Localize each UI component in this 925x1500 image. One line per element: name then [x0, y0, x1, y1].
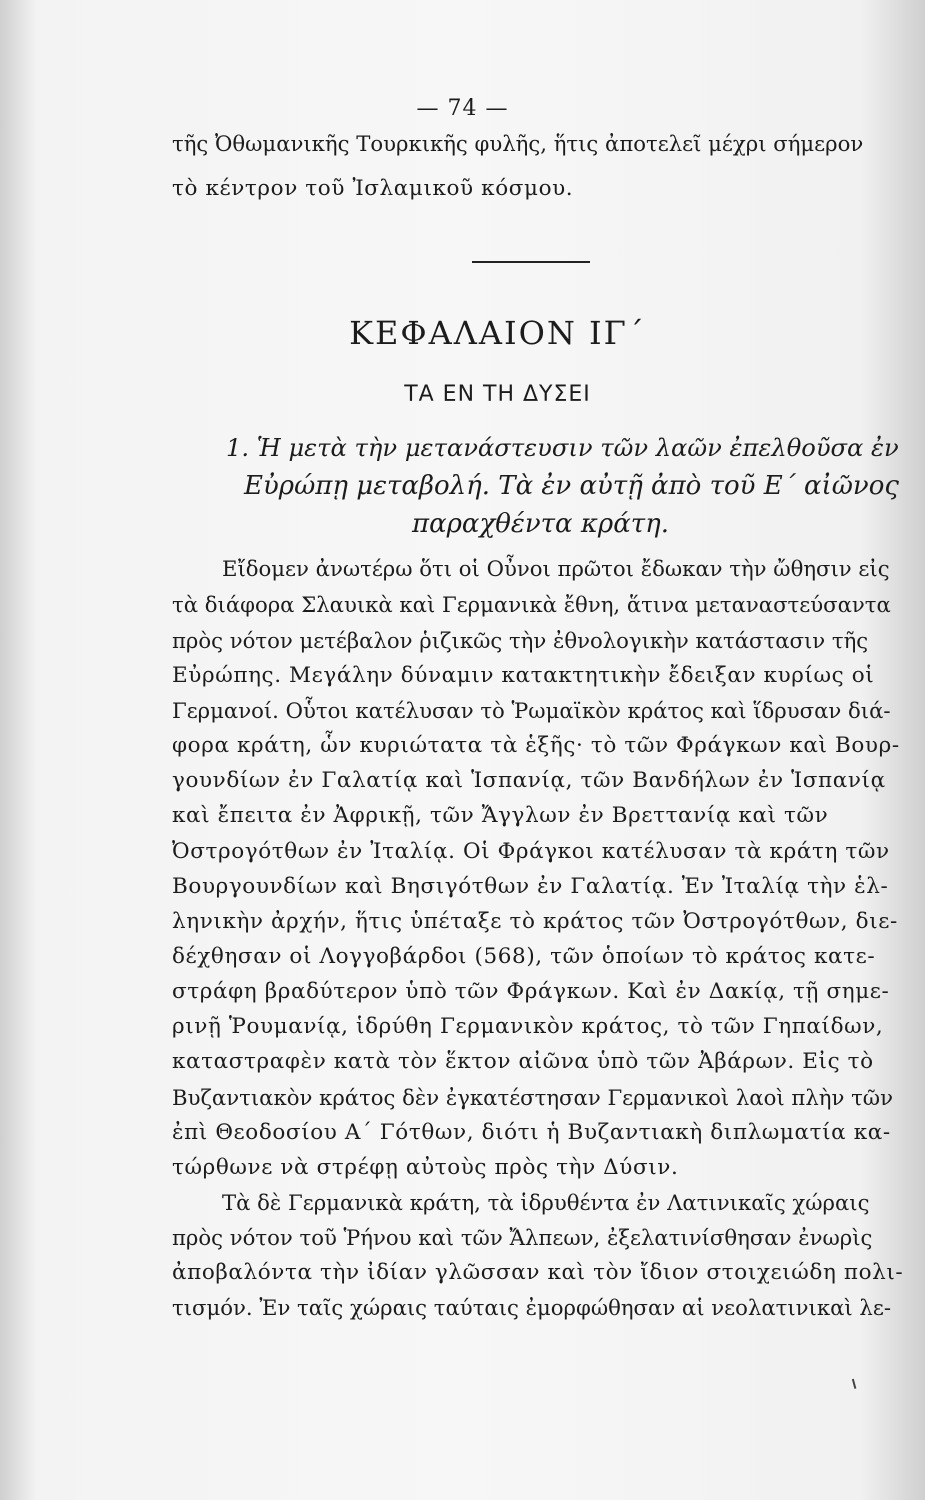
paragraph-line: Εἴδομεν ἀνωτέρω ὅτι οἱ Οὖνοι πρῶτοι ἔδωκαν τὴν ὤθησιν εἰς: [222, 556, 890, 581]
paragraph-line: δέχθησαν οἱ Λογγοβάρδοι (568), τῶν ὁποίων τὸ κράτος κατε-: [172, 944, 876, 969]
paragraph-line: καταστραφὲν κατὰ τὸν ἕκτον αἰῶνα ὑπὸ τῶν Ἀβάρων. Εἰς τὸ: [172, 1049, 874, 1074]
paragraph-line: Βουργουνδίων καὶ Βησιγότθων ἐν Γαλατίᾳ. Ἐν Ἰταλίᾳ τὴν ἑλ-: [172, 874, 889, 899]
paragraph-line: γουνδίων ἐν Γαλατίᾳ καὶ Ἱσπανίᾳ, τῶν Βανδήλων ἐν Ἱσπανίᾳ: [172, 768, 886, 793]
chapter-subheading: ΤΑ ΕΝ ΤΗ ΔΥΣΕΙ: [404, 382, 591, 407]
intro-line: τὸ κέντρον τοῦ Ἰσλαμικοῦ κόσμου.: [172, 176, 574, 201]
paragraph-line: Γερμανοί. Οὗτοι κατέλυσαν τὸ Ῥωμαϊκὸν κράτος καὶ ἵδρυσαν διά-: [172, 698, 891, 723]
page-number: — 74 —: [416, 96, 509, 121]
paragraph-line: ληνικὴν ἀρχήν, ἥτις ὑπέταξε τὸ κράτος τῶν Ὀστρογότθων, διε-: [172, 909, 898, 934]
paragraph-line: τώρθωνε νὰ στρέφῃ αὐτοὺς πρὸς τὴν Δύσιν.: [172, 1155, 679, 1180]
paragraph-line: καὶ ἔπειτα ἐν Ἀφρικῇ, τῶν Ἄγγλων ἐν Βρεττανίᾳ καὶ τῶν: [172, 803, 829, 828]
separator-rule: [472, 261, 590, 263]
paragraph-line: τὰ διάφορα Σλαυικὰ καὶ Γερμανικὰ ἔθνη, ἅτινα μεταναστεύσαντα: [172, 592, 891, 617]
paragraph-line: Εὐρώπης. Μεγάλην δύναμιν κατακτητικὴν ἔδειξαν κυρίως οἱ: [172, 663, 875, 688]
paragraph-line: πρὸς νότον μετέβαλον ῥιζικῶς τὴν ἐθνολογικὴν κατάστασιν τῆς: [172, 628, 869, 653]
paragraph-line: Τὰ δὲ Γερμανικὰ κράτη, τὰ ἱδρυθέντα ἐν Λατινικαῖς χώραις: [222, 1190, 870, 1215]
paragraph-line: Βυζαντιακὸν κράτος δὲν ἐγκατέστησαν Γερμανικοὶ λαοὶ πλὴν τῶν: [172, 1085, 893, 1110]
paragraph-line: ἀποβαλόντα τὴν ἰδίαν γλῶσσαν καὶ τὸν ἴδιον στοιχειώδη πολι-: [172, 1260, 904, 1285]
paragraph-line: φορα κράτη, ὧν κυριώτατα τὰ ἑξῆς· τὸ τῶν Φράγκων καὶ Βουρ-: [172, 733, 900, 758]
intro-line: τῆς Ὀθωμανικῆς Τουρκικῆς φυλῆς, ἥτις ἀποτελεῖ μέχρι σήμερον: [172, 131, 864, 156]
section-title-line: παραχθέντα κράτη.: [412, 509, 669, 539]
paragraph-line: ρινῇ Ῥουμανίᾳ, ἱδρύθη Γερμανικὸν κράτος, τὸ τῶν Γηπαίδων,: [172, 1014, 884, 1039]
paragraph-line: τισμόν. Ἐν ταῖς χώραις ταύταις ἐμορφώθησαν αἱ νεολατινικαὶ λε-: [172, 1295, 891, 1320]
chapter-heading: ΚΕΦΑΛΑΙΟΝ ΙΓ΄: [349, 314, 646, 352]
paragraph-line: ἐπὶ Θεοδοσίου Α΄ Γότθων, διότι ἡ Βυζαντιακὴ διπλωματία κα-: [172, 1120, 891, 1145]
section-title-line: Εὐρώπῃ μεταβολή. Τὰ ἐν αὐτῇ ἀπὸ τοῦ Ε΄ αἰῶνος: [244, 471, 899, 501]
section-title-line: 1. Ἡ μετὰ τὴν μετανάστευσιν τῶν λαῶν ἐπελθοῦσα ἐν: [226, 434, 899, 462]
ink-mark: [852, 1377, 862, 1389]
paragraph-line: στράφη βραδύτερον ὑπὸ τῶν Φράγκων. Καὶ ἐν Δακίᾳ, τῇ σημε-: [172, 979, 890, 1004]
paragraph-line: Ὀστρογότθων ἐν Ἰταλίᾳ. Οἱ Φράγκοι κατέλυσαν τὰ κράτη τῶν: [172, 839, 890, 864]
paragraph-line: πρὸς νότον τοῦ Ῥήνου καὶ τῶν Ἄλπεων, ἐξελατινίσθησαν ἐνωρὶς: [172, 1225, 873, 1250]
